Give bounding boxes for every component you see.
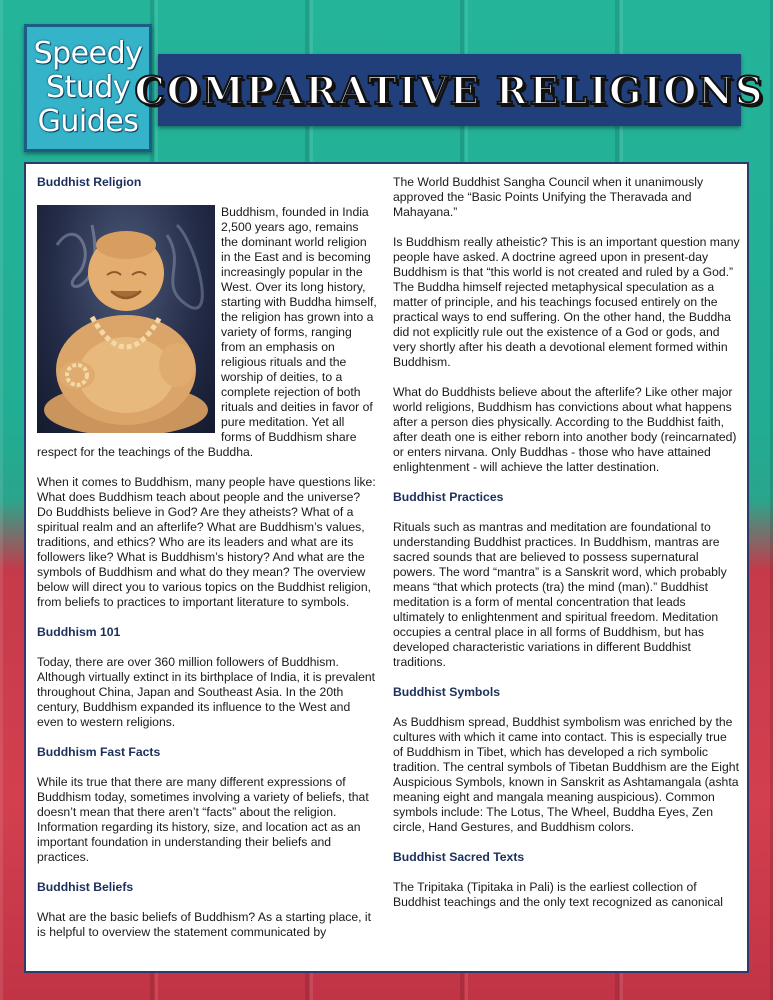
heading-buddhist-symbols: Buddhist Symbols [393, 685, 500, 699]
paragraph-council: The World Buddhist Sangha Council when it unanimously approved the “Basic Points Unifying the Theravada and Mahayana.” [393, 175, 704, 219]
paragraph-atheistic: Is Buddhism really atheistic? This is an important question many people have asked. A doctrine agreed upon in present-day Buddhism is that “this world is not created and ruled by a God.” The Buddha himself rejected metaphysical speculation as a matter of principle, and his teachings focused entirely on the practical ways to end suffering. On the other hand, the Buddha did not explicitly rule out the existence of a God or gods, and very shortly after his death a devotional element formed within Buddhism. [393, 235, 740, 369]
speedy-study-guides-logo [24, 24, 152, 152]
content-panel [24, 162, 749, 973]
paragraph-symbols: As Buddhism spread, Buddhist symbolism was enriched by the cultures with which it came into contact. This is especially true of Buddhism in Tibet, which has developed a rich symbolic tradition. The central symbols of Tibetan Buddhism are the Eight Auspicious Symbols, known in Sanskrit as Ashtamangala (ashta meaning eight and mangala meaning auspicious). Common symbols include: The Lotus, The Wheel, Buddha Eyes, Zen circle, Hand Gestures, and Buddhism colors. [393, 715, 739, 834]
heading-buddhism-101: Buddhism 101 [37, 625, 121, 639]
paragraph-101: Today, there are over 360 million followers of Buddhism. Although virtually extinct in its birthplace of India, it is prevalent throughout China, Japan and Southeast Asia. In the 20th century, Buddhism expanded its influence to the West and even to western religions. [37, 655, 376, 729]
logo-line: Study [45, 70, 131, 105]
right-column [393, 175, 740, 925]
heading-buddhist-beliefs: Buddhist Beliefs [37, 880, 134, 894]
paragraph-practices: Rituals such as mantras and meditation are foundational to understanding Buddhist practices. In Buddhism, mantras are sacred sounds that are believed to possess supernatural powers. The word “mantra” is a Sanskrit word, which probably means “that which protects (tra) the mind (man).” Buddhist meditation is a form of mental concentration that leads ultimately to enlightenment and spiritual freedom. Meditation occupies a central place in all forms of Buddhism, but has developed characteristic variations in different Buddhist traditions. [393, 520, 727, 669]
paragraph-intro: Buddhism, founded in India 2,500 years ago, remains the dominant world religion in the East and is becoming increasingly popular in the West. Over its long history, starting with Buddha himself, the religion has grown into a variety of forms, ranging from an emphasis on religious rituals and the worship of deities, to a complete rejection of both rituals and deities in favor of pure meditation. Yet all forms of Buddhism share respect for the teachings of the Buddha. [37, 205, 377, 459]
logo-line: Speedy [33, 36, 143, 71]
title-banner [134, 54, 765, 126]
paragraph-beliefs: What are the basic beliefs of Buddhism? As a starting place, it is helpful to overview the statement communicated by [37, 910, 371, 939]
page-title: COMPARATIVE RELIGIONS [134, 67, 765, 113]
logo-line: Guides [37, 104, 139, 139]
paragraph-fast-facts: While its true that there are many different expressions of Buddhism today, sometimes involving a variety of beliefs, that doesn’t mean that there aren’t “facts” about the religion. Information regarding its history, size, and location act as an important foundation in understanding their beliefs and practices. [37, 775, 369, 864]
heading-buddhist-practices: Buddhist Practices [393, 490, 504, 504]
paragraph-sacred-texts: The Tripitaka (Tipitaka in Pali) is the earliest collection of Buddhist teachings and the only text recognized as canonical [393, 880, 723, 909]
left-column [37, 175, 377, 955]
heading-fast-facts: Buddhism Fast Facts [37, 745, 161, 759]
paragraph-questions: When it comes to Buddhism, many people have questions like: What does Buddhism teach about people and the universe? Do Buddhists believe in God? Are they atheists? What of a spiritual realm and an afterlife? What are Buddhism’s values, traditions, and ethics? Who are its leaders and what are its followers like? What is Buddhism’s history? And what are the symbols of Buddhism and what do they mean? The overview below will direct you to various topics on the Buddhist religion, from beliefs to practices to important literature to symbols. [37, 475, 376, 609]
heading-sacred-texts: Buddhist Sacred Texts [393, 850, 525, 864]
paragraph-afterlife: What do Buddhists believe about the afterlife? Like other major world religions, Buddhism has convictions about what happens after a person dies physically. According to the Buddhist faith, after death one is either reborn into another body (reincarnated) or enters nirvana. Only Buddhas - those who have attained enlightenment - will achieve the latter destination. [393, 385, 737, 474]
heading-buddhist-religion: Buddhist Religion [37, 175, 142, 189]
buddha-statue-photo-icon [37, 205, 215, 433]
